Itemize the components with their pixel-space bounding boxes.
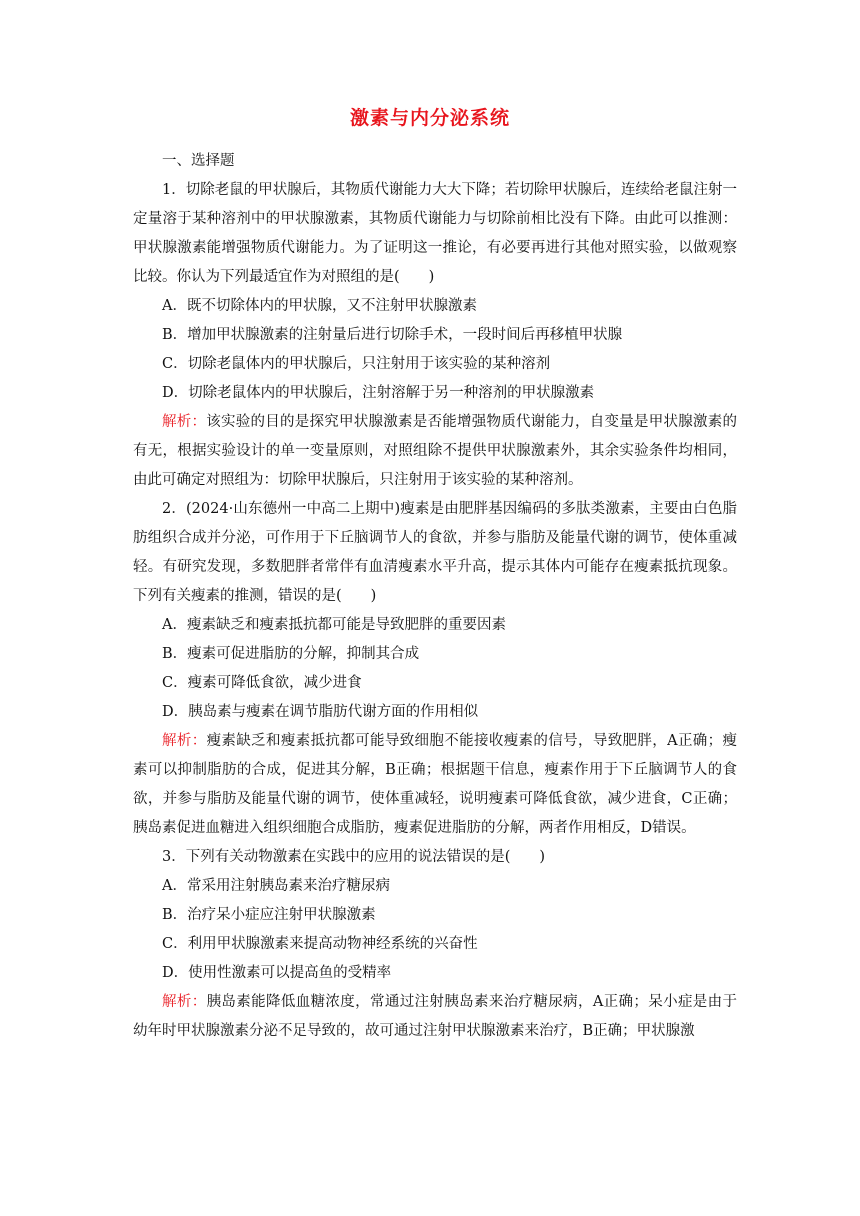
analysis-label: 解析： (162, 994, 207, 1010)
analysis-label: 解析： (162, 733, 207, 749)
page-title: 激素与内分泌系统 (349, 107, 510, 129)
analysis-label: 解析： (162, 414, 207, 430)
question-1-analysis (133, 408, 737, 495)
question-3-option-d: D．使用性激素可以提高鱼的受精率 (162, 965, 392, 981)
analysis-text: 瘦素缺乏和瘦素抵抗都可能导致细胞不能接收瘦素的信号，导致肥胖，A正确；瘦素可以抑制脂肪的合成，促进其分解，B正确；根据题干信息，瘦素作用于下丘脑调节人的食欲，并参与脂肪及能量代谢的调节，使体重减轻，说明瘦素可降低食欲，减少进食，C正确；胰岛素促进血糖进入组织细胞合成脂肪，瘦素促进脂肪的分解，两者作用相反，D错误。 (133, 733, 738, 836)
section-heading: 一、选择题 (162, 153, 235, 169)
question-3-analysis (133, 988, 737, 1046)
question-2-stem: 2．(2024·山东德州一中高二上期中)瘦素是由肥胖基因编码的多肽类激素，主要由白色脂肪组织合成并分泌，可作用于下丘脑调节人的食欲，并参与脂肪及能量代谢的调节，使体重减轻。有研究发现，多数肥胖者常伴有血清瘦素水平升高，提示其体内可能存在瘦素抵抗现象。下列有关瘦素的推测，错误的是( ) (133, 501, 737, 604)
question-2-option-a: A．瘦素缺乏和瘦素抵抗都可能是导致肥胖的重要因素 (162, 617, 506, 633)
question-2-option-c: C．瘦素可降低食欲，减少进食 (162, 675, 362, 691)
question-3-stem: 3．下列有关动物激素在实践中的应用的说法错误的是( ) (162, 849, 546, 865)
question-1-option-b: B．增加甲状腺激素的注射量后进行切除手术，一段时间后再移植甲状腺 (162, 327, 623, 343)
document-body (133, 147, 737, 1046)
question-1-stem: 1．切除老鼠的甲状腺后，其物质代谢能力大大下降；若切除甲状腺后，连续给老鼠注射一定量溶于某种溶剂中的甲状腺激素，其物质代谢能力与切除前相比没有下降。由此可以推测：甲状腺激素能增强物质代谢能力。为了证明这一推论，有必要再进行其他对照实验，以做观察比较。你认为下列最适宜作为对照组的是( ) (133, 182, 737, 285)
question-3-option-b: B．治疗呆小症应注射甲状腺激素 (162, 907, 376, 923)
question-3-option-a: A．常采用注射胰岛素来治疗糖尿病 (162, 878, 390, 894)
question-2-option-d: D．胰岛素与瘦素在调节脂肪代谢方面的作用相似 (162, 704, 479, 720)
question-1-option-d: D．切除老鼠体内的甲状腺后，注射溶解于另一种溶剂的甲状腺激素 (162, 385, 595, 401)
question-2-option-b: B．瘦素可促进脂肪的分解，抑制其合成 (162, 646, 420, 662)
analysis-text: 胰岛素能降低血糖浓度，常通过注射胰岛素来治疗糖尿病，A正确；呆小症是由于幼年时甲状腺激素分泌不足导致的，故可通过注射甲状腺激素来治疗，B正确；甲状腺激 (133, 994, 738, 1039)
question-2-analysis (133, 727, 737, 843)
question-1-option-a: A．既不切除体内的甲状腺，又不注射甲状腺激素 (162, 298, 477, 314)
question-1-option-c: C．切除老鼠体内的甲状腺后，只注射用于该实验的某种溶剂 (162, 356, 551, 372)
question-3-option-c: C．利用甲状腺激素来提高动物神经系统的兴奋性 (162, 936, 478, 952)
analysis-text: 该实验的目的是探究甲状腺激素是否能增强物质代谢能力，自变量是甲状腺激素的有无，根据实验设计的单一变量原则，对照组除不提供甲状腺激素外，其余实验条件均相同，由此可确定对照组为：切除甲状腺后，只注射用于该实验的某种溶剂。 (133, 414, 737, 488)
